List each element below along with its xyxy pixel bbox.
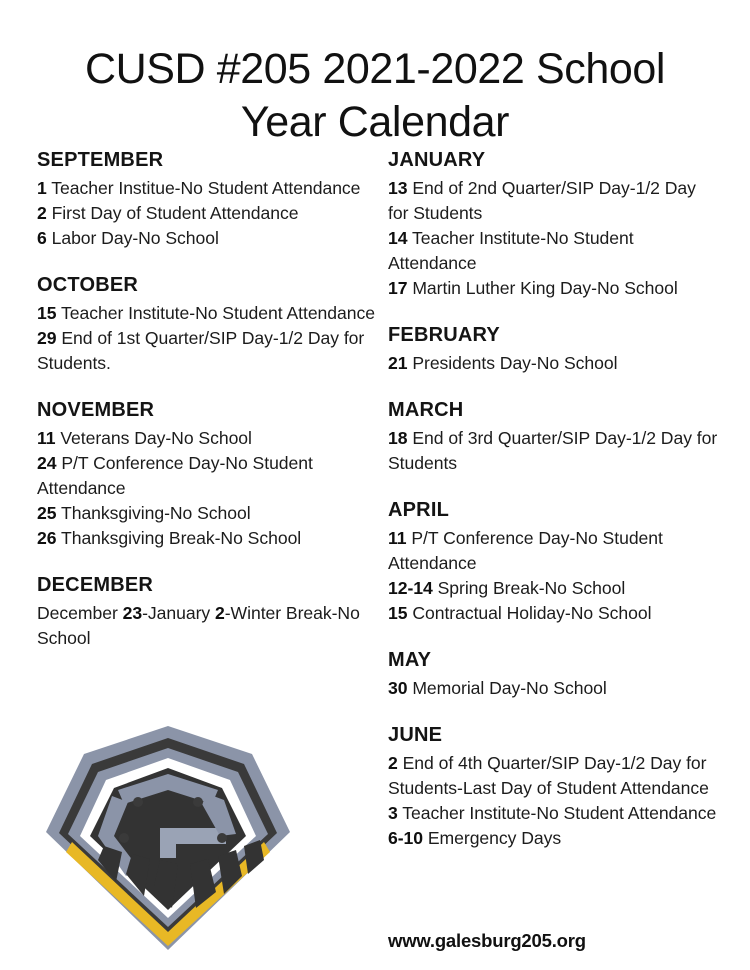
left-column [37,148,377,651]
entry-day: 2 [37,202,47,223]
calendar-entry [388,801,718,826]
entry-description: P/T Conference Day-No Student Attendance [37,452,313,498]
calendar-entry [37,501,377,526]
entry-description: First Day of Student Attendance [51,202,299,223]
entry-day: 18 [388,427,408,448]
calendar-entry [388,601,718,626]
entry-day: 23 [122,602,143,623]
entry-day: 21 [388,352,408,373]
calendar-entry [37,301,377,326]
entry-description: End of 3rd Quarter/SIP Day-1/2 Day for Students [388,427,718,473]
calendar-entry [388,176,718,226]
calendar-entry [388,276,718,301]
entry-day: 1 [37,178,47,198]
entry-day: 11 [37,427,56,448]
page-title-line-1: CUSD #205 2021-2022 School [84,44,666,93]
month-heading: MAY [388,648,432,671]
entry-day: 24 [37,452,57,473]
entry-day: 30 [388,677,408,698]
month-block [388,148,718,301]
entry-description: End of 1st Quarter/SIP Day-1/2 Day for Students. [37,327,365,373]
entry-day: 14 [388,227,408,248]
entry-day: 2 [388,752,398,773]
month-heading: FEBRUARY [388,323,500,346]
month-heading: OCTOBER [37,273,139,296]
month-heading: DECEMBER [37,573,154,596]
month-block [37,273,377,376]
right-column [388,148,718,850]
month-block [37,573,377,651]
calendar-entry [388,576,718,601]
entry-description: End of 2nd Quarter/SIP Day-1/2 Day for Students [388,178,696,223]
entry-description: Labor Day-No School [51,227,219,248]
entry-description: Teacher Institute-No Student Attendance [402,802,717,823]
month-heading: NOVEMBER [37,398,155,421]
entry-day: 29 [37,327,57,348]
entry-description: Memorial Day-No School [412,677,607,698]
month-heading: JUNE [388,723,443,746]
page-title [0,43,750,150]
calendar-entry [37,601,377,651]
entry-description: December 23-January 2-Winter Break-No School [37,602,360,648]
month-block [388,323,718,376]
entry-day: 2 [214,602,225,623]
entry-day: 15 [37,302,57,323]
month-heading: JANUARY [388,149,486,171]
month-block [388,498,718,626]
entry-day: 6-10 [388,827,424,848]
month-block [37,148,377,251]
calendar-entry [388,751,718,801]
calendar-entry [37,526,377,551]
entry-day: 15 [388,602,408,623]
entry-description: Teacher Institute-No Student Attendance [388,227,634,273]
entry-day: 13 [388,178,408,198]
entry-description: P/T Conference Day-No Student Attendance [388,527,663,573]
calendar-entry [37,226,377,251]
calendar-entry [37,451,377,501]
month-heading: SEPTEMBER [37,149,164,171]
calendar-entry [37,201,377,226]
calendar-entry [37,426,377,451]
calendar-entry [388,351,718,376]
entry-day: 6 [37,227,47,248]
entry-description: Spring Break-No School [437,577,626,598]
entry-day: 26 [37,527,57,548]
page-title-line-2: Year Calendar [240,98,510,147]
calendar-entry [388,226,718,276]
entry-description: Emergency Days [427,827,562,848]
entry-description: End of 4th Quarter/SIP Day-1/2 Day for Students-Last Day of Student Attendance [388,752,709,798]
month-block [37,398,377,551]
entry-day: 12-14 [388,577,433,598]
entry-day: 3 [388,802,398,823]
month-heading: APRIL [388,498,449,521]
month-block [388,723,718,851]
calendar-entry [388,526,718,576]
calendar-entry [37,176,377,201]
galesburg-g-shield-logo [44,724,292,952]
month-block [388,648,718,701]
calendar-entry [37,326,377,376]
month-heading: MARCH [388,398,464,421]
calendar-entry [388,676,718,701]
entry-description: Thanksgiving-No School [61,502,251,523]
entry-description: Contractual Holiday-No School [412,602,652,623]
entry-description: Teacher Institute-No Student Attendance [61,302,375,323]
entry-day: 17 [388,277,408,298]
entry-description: Thanksgiving Break-No School [61,527,302,548]
calendar-entry [388,426,718,476]
entry-description: Veterans Day-No School [60,427,252,448]
calendar-entry [388,826,718,851]
entry-description: Martin Luther King Day-No School [412,277,678,298]
website-url[interactable]: www.galesburg205.org [388,930,586,951]
entry-day: 11 [388,527,407,548]
entry-description: Teacher Institue-No Student Attendance [51,178,361,198]
entry-description: Presidents Day-No School [412,352,618,373]
entry-day: 25 [37,502,57,523]
month-block [388,398,718,476]
